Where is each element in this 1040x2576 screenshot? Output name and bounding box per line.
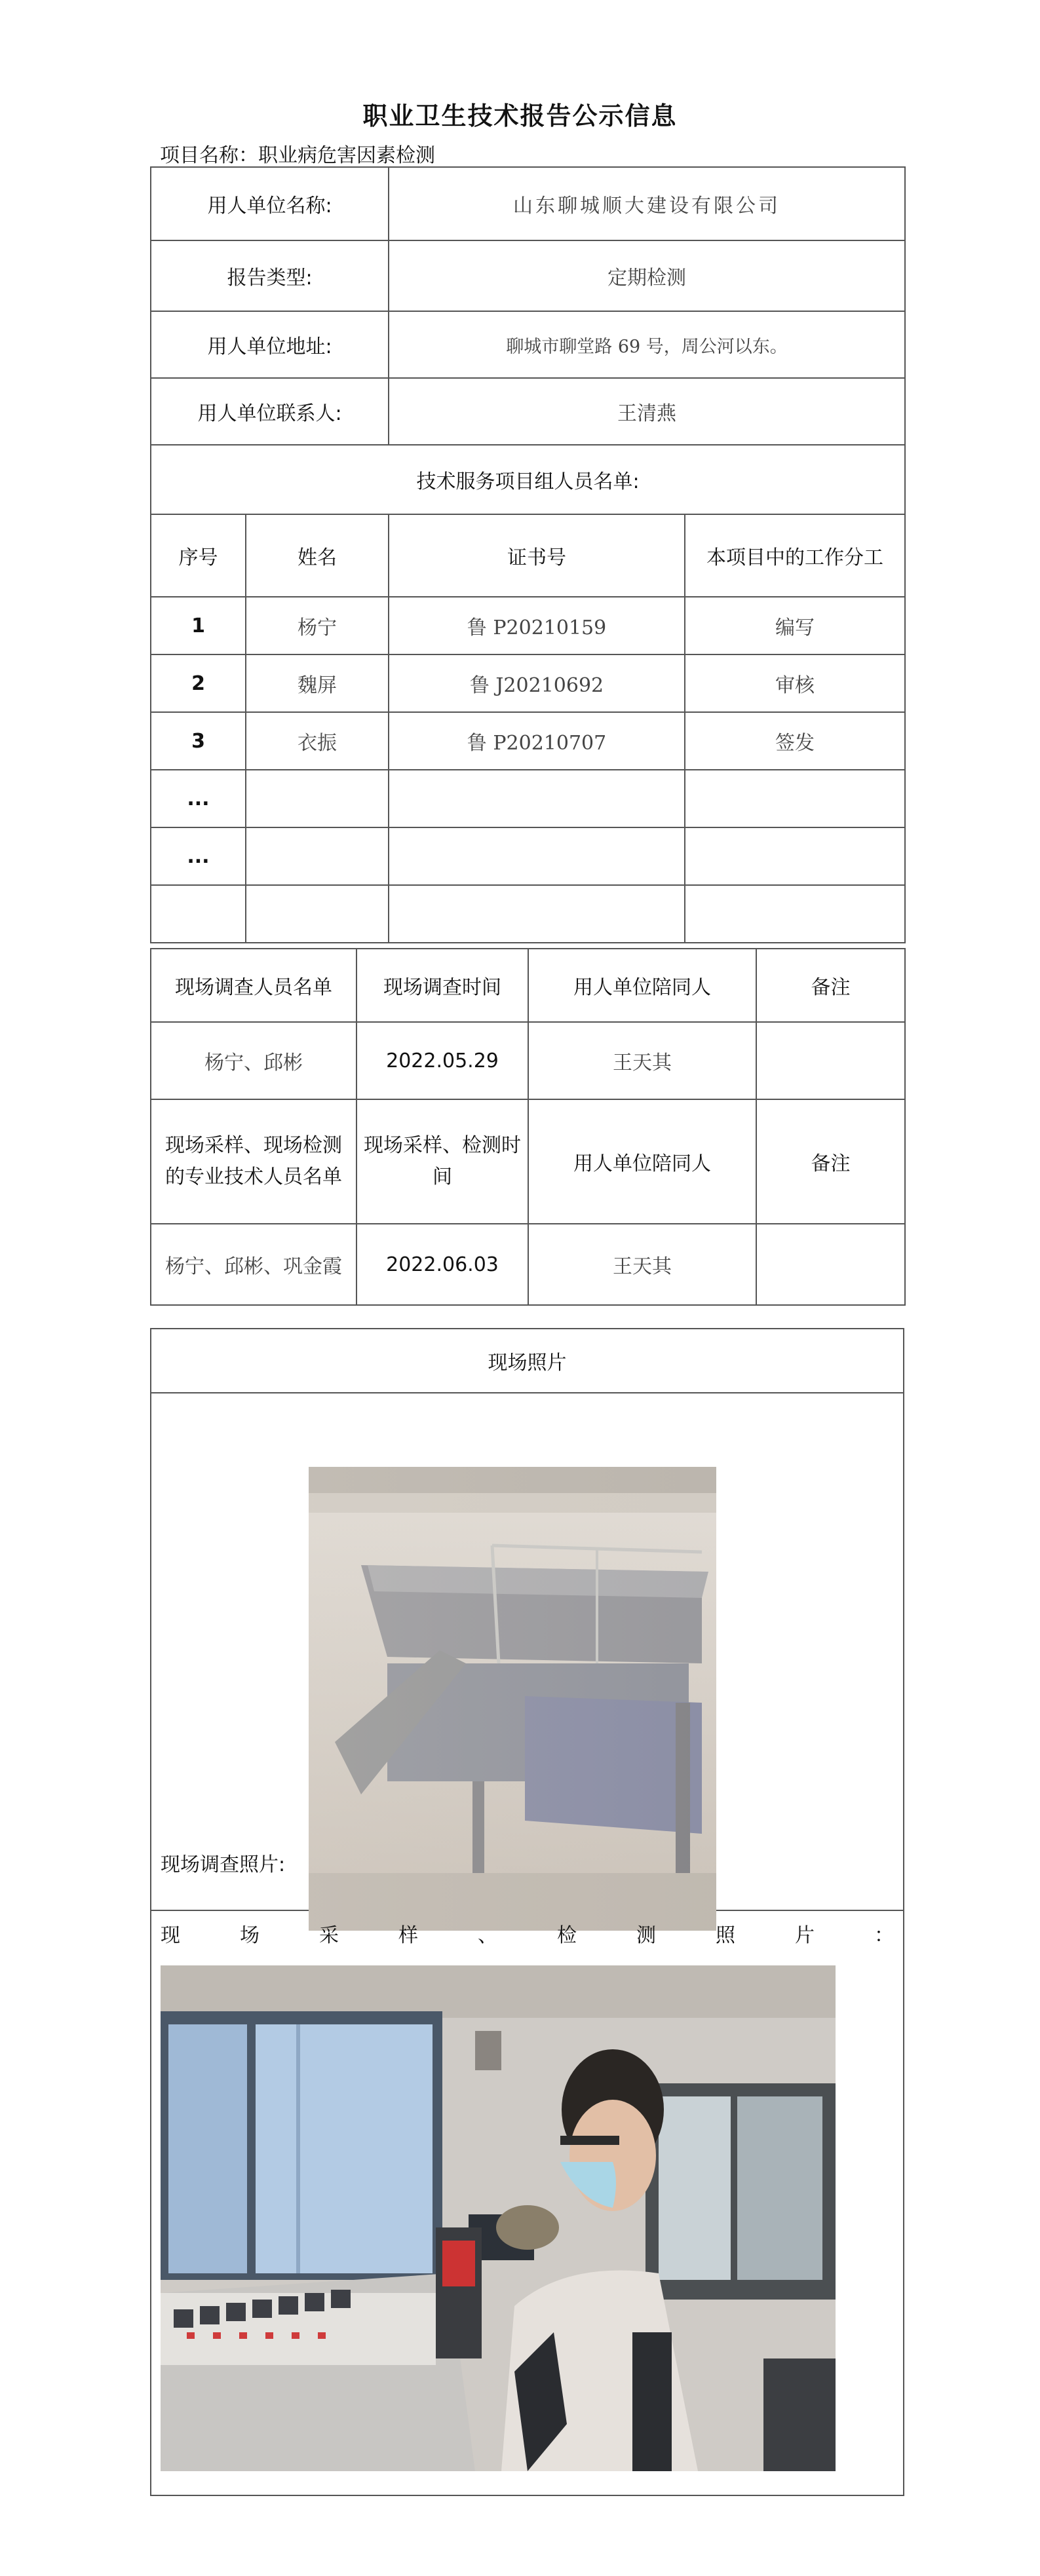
label-char: 、 — [478, 1924, 497, 1947]
survey-header-cell: 用人单位陪同人 — [528, 949, 756, 1022]
label-char: 片 — [795, 1924, 815, 1947]
report-type-value: 定期检测 — [389, 240, 905, 311]
team-header-cell: 姓名 — [246, 514, 389, 597]
table-cell: 审核 — [685, 654, 905, 712]
sampling-photo-label — [151, 1919, 903, 1948]
table-row — [151, 654, 905, 712]
table-cell — [389, 885, 685, 943]
table-row — [151, 885, 905, 943]
table-cell: 杨宁 — [246, 597, 389, 654]
table-cell — [756, 1022, 905, 1099]
survey-photo-label: 现场调查照片: — [161, 1853, 286, 1876]
unit-contact-label: 用人单位联系人: — [151, 378, 389, 445]
survey-photo-row — [151, 1392, 903, 1911]
table-cell: 鲁 P20210159 — [389, 597, 685, 654]
unit-address-label: 用人单位地址: — [151, 311, 389, 378]
survey-header-cell: 现场采样、检测时间 — [356, 1099, 528, 1224]
label-char: 采 — [319, 1924, 339, 1947]
label-char: 场 — [240, 1924, 260, 1947]
table-cell: 魏屏 — [246, 654, 389, 712]
table-row — [151, 1224, 905, 1305]
table-cell: 衣振 — [246, 712, 389, 770]
table-cell: 2 — [151, 654, 246, 712]
table-cell — [389, 827, 685, 885]
team-header-cell: 本项目中的工作分工 — [685, 514, 905, 597]
team-header-cell: 序号 — [151, 514, 246, 597]
table-row — [151, 770, 905, 827]
table-cell: 2022.06.03 — [356, 1224, 528, 1305]
table-row — [151, 597, 905, 654]
table-cell: 王天其 — [528, 1022, 756, 1099]
table-row — [151, 827, 905, 885]
label-char: 测 — [636, 1924, 656, 1947]
photos-section — [150, 1328, 904, 2496]
table-cell: 1 — [151, 597, 246, 654]
table-cell — [685, 827, 905, 885]
table-cell: 杨宁、邱彬、巩金霞 — [151, 1224, 356, 1305]
table-cell — [389, 770, 685, 827]
unit-name-label: 用人单位名称: — [151, 167, 389, 240]
site-survey-photo — [309, 1467, 716, 1931]
label-char: 照 — [716, 1924, 735, 1947]
table-cell: ... — [151, 827, 246, 885]
table-cell: 签发 — [685, 712, 905, 770]
table-cell: 王天其 — [528, 1224, 756, 1305]
survey-table — [150, 948, 906, 1306]
table-cell — [246, 885, 389, 943]
team-header-cell: 证书号 — [389, 514, 685, 597]
document-title: 职业卫生技术报告公示信息 — [362, 102, 678, 130]
survey-header-cell: 备注 — [756, 1099, 905, 1224]
table-cell — [685, 770, 905, 827]
table-cell: ... — [151, 770, 246, 827]
table-cell: 鲁 P20210707 — [389, 712, 685, 770]
table-cell: 杨宁、邱彬 — [151, 1022, 356, 1099]
table-cell: 3 — [151, 712, 246, 770]
table-cell — [246, 827, 389, 885]
unit-contact-value: 王清燕 — [389, 378, 905, 445]
table-row — [151, 1022, 905, 1099]
label-char: ： — [874, 1924, 894, 1947]
team-heading: 技术服务项目组人员名单: — [151, 445, 905, 514]
label-char: 样 — [398, 1924, 418, 1947]
table-cell: 编写 — [685, 597, 905, 654]
sampling-photo-row — [151, 1910, 903, 2496]
table-cell — [685, 885, 905, 943]
table-row — [151, 712, 905, 770]
unit-address-value: 聊城市聊堂路 69 号，周公河以东。 — [389, 311, 905, 378]
table-cell — [151, 885, 246, 943]
photos-heading: 现场照片 — [151, 1329, 903, 1393]
label-char: 检 — [557, 1924, 577, 1947]
site-sampling-photo — [161, 1965, 836, 2471]
survey-header-cell: 备注 — [756, 949, 905, 1022]
table-cell — [246, 770, 389, 827]
survey-header-cell: 现场采样、现场检测的专业技术人员名单 — [151, 1099, 356, 1224]
table-cell: 2022.05.29 — [356, 1022, 528, 1099]
project-name: 项目名称：职业病危害因素检测 — [160, 144, 435, 167]
table-cell: 鲁 J20210692 — [389, 654, 685, 712]
info-table — [150, 166, 906, 943]
survey-header-cell: 用人单位陪同人 — [528, 1099, 756, 1224]
survey-header-cell: 现场调查人员名单 — [151, 949, 356, 1022]
survey-header-cell: 现场调查时间 — [356, 949, 528, 1022]
label-char: 现 — [161, 1924, 180, 1947]
report-type-label: 报告类型: — [151, 240, 389, 311]
unit-name-value: 山东聊城顺大建设有限公司 — [389, 167, 905, 240]
table-cell — [756, 1224, 905, 1305]
